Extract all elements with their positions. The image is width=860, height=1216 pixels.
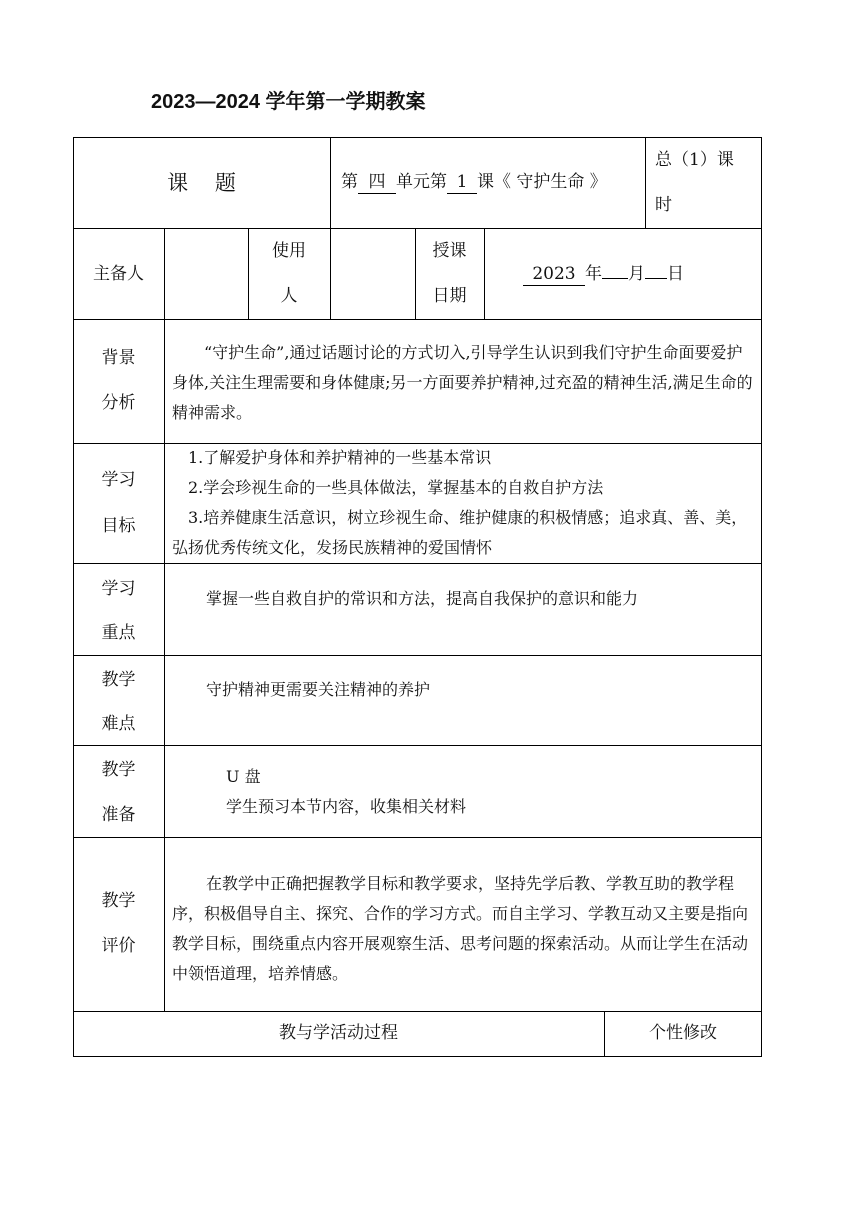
total-hours-line2: 时: [655, 195, 672, 215]
background-label-line2: 分析: [101, 393, 136, 413]
process-label: 教与学活动过程: [279, 1023, 398, 1043]
preparation-item: U 盘: [226, 767, 261, 786]
topic-label: 课 题: [167, 171, 236, 195]
date-day-unit: 日: [667, 264, 684, 284]
key-points-label-line1: 学习: [101, 579, 136, 599]
difficulties-label-line1: 教学: [101, 670, 136, 690]
background-label-line1: 背景: [101, 348, 136, 368]
lesson-date: [523, 259, 684, 289]
objectives-label-line1: 学习: [101, 470, 136, 490]
difficulties-text: 守护精神更需要关注精神的养护: [206, 680, 431, 699]
row-divider: [73, 228, 762, 229]
date-month: [602, 278, 628, 279]
date-day: [645, 278, 667, 279]
col-divider: [330, 137, 331, 228]
lesson-title: 课《 守护生命 》: [477, 172, 607, 192]
objectives-list: [172, 443, 757, 563]
background-text: “守护生命”,通过话题讨论的方式切入,引导学生认识到我们守护生命面要爱护身体,关注生理需要和身体健康;另一方面要养护精神,过充盈的精神生活,满足生命的精神需求。: [172, 343, 753, 422]
topic-value: [341, 167, 607, 197]
unit-number: 四: [358, 171, 396, 194]
unit-prefix: 第: [341, 172, 358, 192]
preparer-label: 主备人: [93, 264, 144, 284]
row-divider: [73, 837, 762, 838]
user-label-line1: 使用: [272, 241, 306, 261]
date-label-line2: 日期: [432, 286, 467, 306]
col-divider: [164, 228, 165, 1011]
lesson-number: 1: [447, 171, 477, 194]
col-divider: [645, 137, 646, 228]
col-divider: [330, 228, 331, 319]
row-divider: [73, 1011, 762, 1012]
row-divider: [73, 655, 762, 656]
modify-label: 个性修改: [649, 1023, 717, 1043]
date-year: 2023: [523, 263, 585, 286]
evaluation-text: 在教学中正确把握教学目标和教学要求，坚持先学后教、学教互助的教学程序，积极倡导自主、探究、合作的学习方式。而自主学习、学教互动又主要是指向教学目标，围绕重点内容开展观察生活、思考问题的探索活动。从而让学生在活动中领悟道理，培养情感。: [172, 874, 749, 983]
col-divider: [484, 228, 485, 319]
difficulties-label-line2: 难点: [101, 714, 136, 734]
key-points-label-line2: 重点: [101, 623, 136, 643]
preparation-item: 学生预习本节内容，收集相关材料: [226, 797, 467, 816]
objectives-label-line2: 目标: [101, 516, 136, 536]
objective-item: 1.了解爱护身体和养护精神的一些基本常识: [188, 448, 492, 467]
key-points-text: 掌握一些自救自护的常识和方法，提高自我保护的意识和能力: [206, 589, 639, 608]
evaluation-label-line1: 教学: [101, 891, 136, 911]
objective-item: 3.培养健康生活意识，树立珍视生命、维护健康的积极情感；追求真、善、美，弘扬优秀传统文化，发扬民族精神的爱国情怀: [172, 508, 748, 557]
date-label-line1: 授课: [432, 241, 467, 261]
preparation-label-line2: 准备: [101, 805, 136, 825]
row-divider: [73, 319, 762, 320]
total-hours-line1: 总（1）课: [655, 150, 734, 170]
date-year-unit: 年: [585, 264, 602, 284]
objective-item: 2.学会珍视生命的一些具体做法，掌握基本的自救自护方法: [188, 478, 604, 497]
user-label-line2: 人: [280, 286, 298, 306]
preparation-label-line1: 教学: [101, 760, 136, 780]
document-title: 2023—2024 学年第一学期教案: [151, 91, 426, 113]
unit-mid: 单元第: [396, 172, 447, 192]
date-month-unit: 月: [628, 264, 645, 284]
row-divider: [73, 745, 762, 746]
preparation-list: [226, 762, 746, 822]
row-divider: [73, 563, 762, 564]
evaluation-label-line2: 评价: [101, 936, 136, 956]
